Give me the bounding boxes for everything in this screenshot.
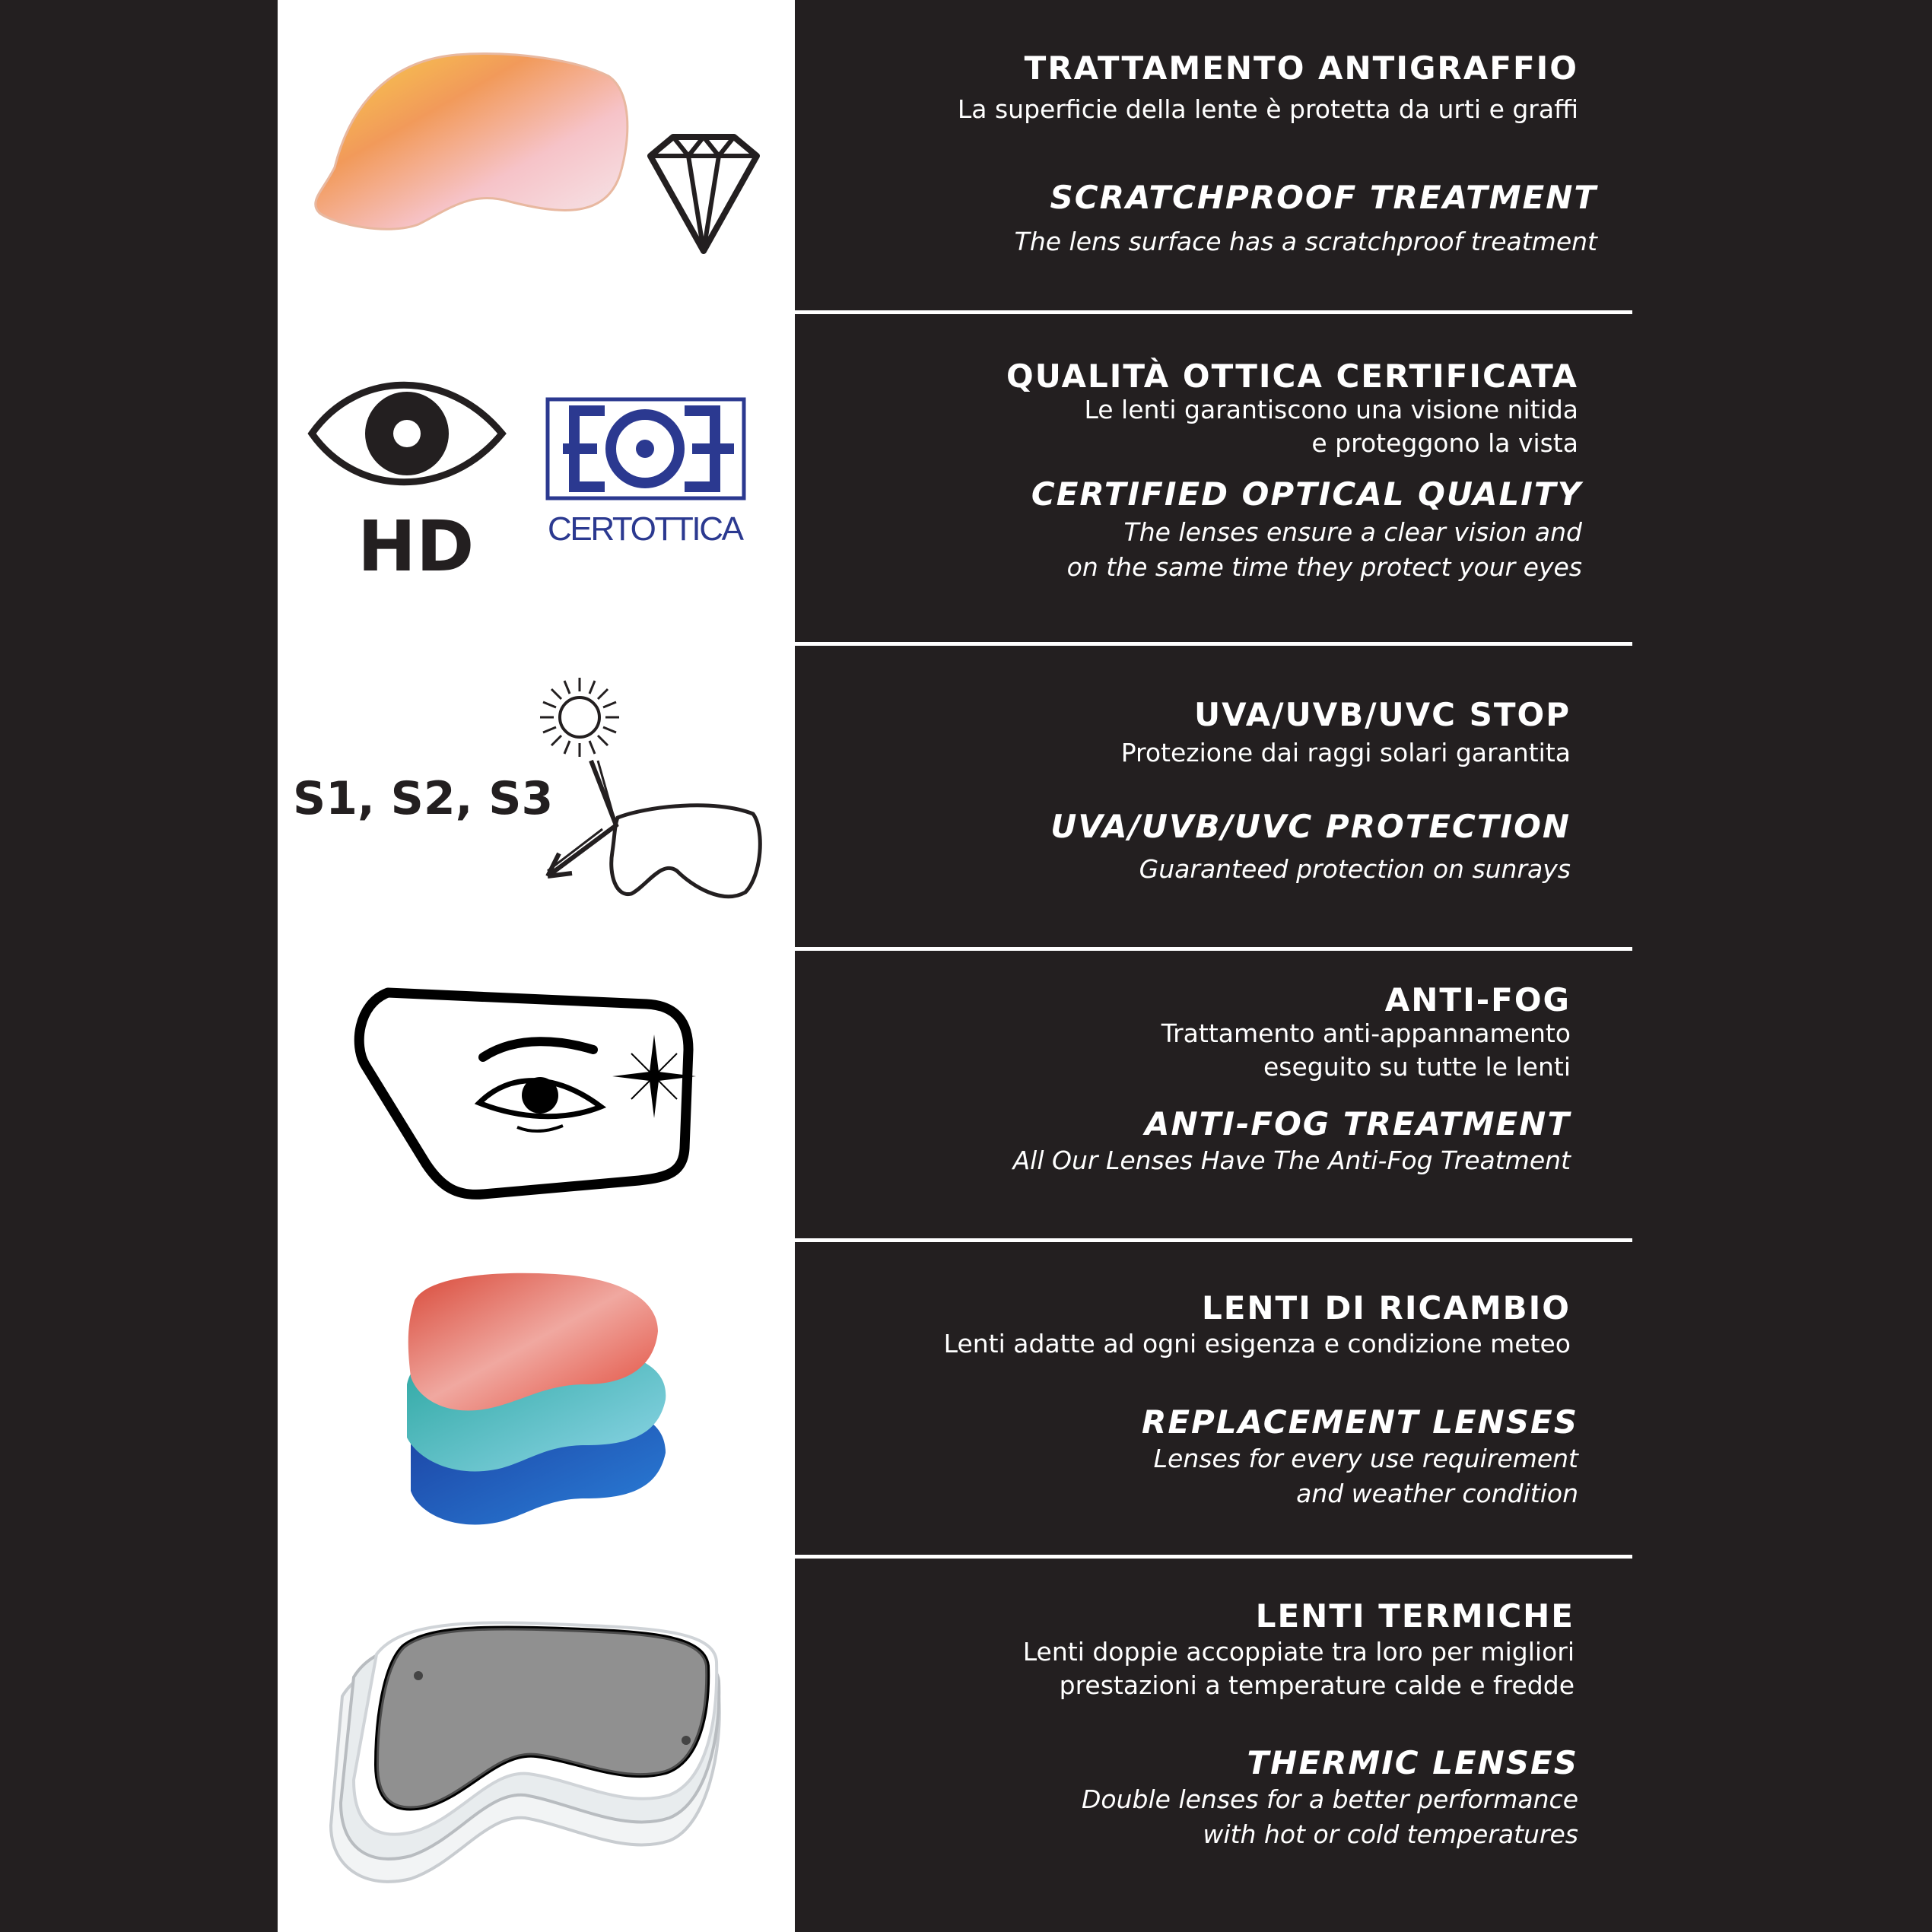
hd-badge: HD bbox=[357, 506, 475, 586]
section-divider bbox=[278, 1238, 1632, 1242]
title-it: LENTI TERMICHE bbox=[1255, 1597, 1575, 1635]
diamond-icon bbox=[650, 137, 757, 251]
description-en: Double lenses for a better performance with hot or cold temperatures bbox=[1082, 1784, 1578, 1849]
description-en: The lenses ensure a clear vision and on the same time they protect your eyes bbox=[1066, 517, 1582, 582]
title-en: THERMIC LENSES bbox=[1247, 1744, 1578, 1781]
title-it: ANTI-FOG bbox=[1384, 981, 1571, 1018]
feature-scratchproof bbox=[795, 46, 1597, 274]
feature-optical-quality bbox=[795, 354, 1582, 605]
section-divider bbox=[278, 1555, 1632, 1559]
stacked-lenses-icon bbox=[396, 1270, 685, 1536]
description-en: Lenses for every use requirement and weather condition bbox=[1153, 1444, 1578, 1508]
feature-replacement-lenses bbox=[795, 1285, 1578, 1529]
description-it: Lenti doppie accoppiate tra loro per migliori prestazioni a temperature calde e fredde bbox=[1022, 1637, 1575, 1700]
title-en: UVA/UVB/UVC PROTECTION bbox=[1050, 808, 1571, 845]
description-en: Guaranteed protection on sunrays bbox=[1139, 854, 1571, 884]
thermic-lenses-icon bbox=[319, 1613, 730, 1902]
description-it: Lenti adatte ad ogni esigenza e condizione meteo bbox=[943, 1329, 1571, 1358]
svg-text:CERTOTTICA: CERTOTTICA bbox=[548, 510, 744, 548]
feature-thermic-lenses bbox=[795, 1594, 1578, 1867]
sun-icon bbox=[540, 678, 619, 757]
title-en: ANTI-FOG TREATMENT bbox=[1145, 1105, 1571, 1142]
title-it: UVA/UVB/UVC STOP bbox=[1193, 696, 1571, 733]
feature-anti-fog bbox=[795, 977, 1578, 1198]
description-it: Le lenti garantiscono una visione nitida e proteggono la vista bbox=[1084, 395, 1578, 458]
title-en: CERTIFIED OPTICAL QUALITY bbox=[1031, 475, 1582, 513]
title-it: QUALITÀ OTTICA CERTIFICATA bbox=[1006, 357, 1578, 395]
optical-quality-graphics bbox=[304, 365, 768, 586]
description-en: The lens surface has a scratchproof treatment bbox=[1014, 227, 1597, 256]
description-it: Protezione dai raggi solari garantita bbox=[1120, 738, 1571, 767]
lens-image bbox=[304, 46, 776, 274]
uv-protection-graphics bbox=[289, 677, 776, 913]
title-en: SCRATCHPROOF TREATMENT bbox=[1050, 179, 1597, 216]
certottica-logo bbox=[548, 399, 745, 548]
eye-lens-icon bbox=[350, 981, 715, 1217]
description-en: All Our Lenses Have The Anti-Fog Treatment bbox=[1012, 1146, 1571, 1175]
title-it: TRATTAMENTO ANTIGRAFFIO bbox=[1024, 49, 1578, 87]
section-divider bbox=[278, 642, 1632, 646]
description-it: La superficie della lente è protetta da urti e graffi bbox=[957, 94, 1578, 124]
category-badge: S1, S2, S3 bbox=[293, 772, 554, 825]
feature-uv-protection bbox=[795, 692, 1578, 913]
eye-icon bbox=[312, 385, 502, 482]
description-it: Trattamento anti-appannamento eseguito su tutte le lenti bbox=[1161, 1018, 1571, 1082]
section-divider bbox=[278, 947, 1632, 951]
section-divider bbox=[278, 310, 1632, 314]
title-en: REPLACEMENT LENSES bbox=[1141, 1403, 1578, 1441]
title-it: LENTI DI RICAMBIO bbox=[1201, 1289, 1571, 1327]
